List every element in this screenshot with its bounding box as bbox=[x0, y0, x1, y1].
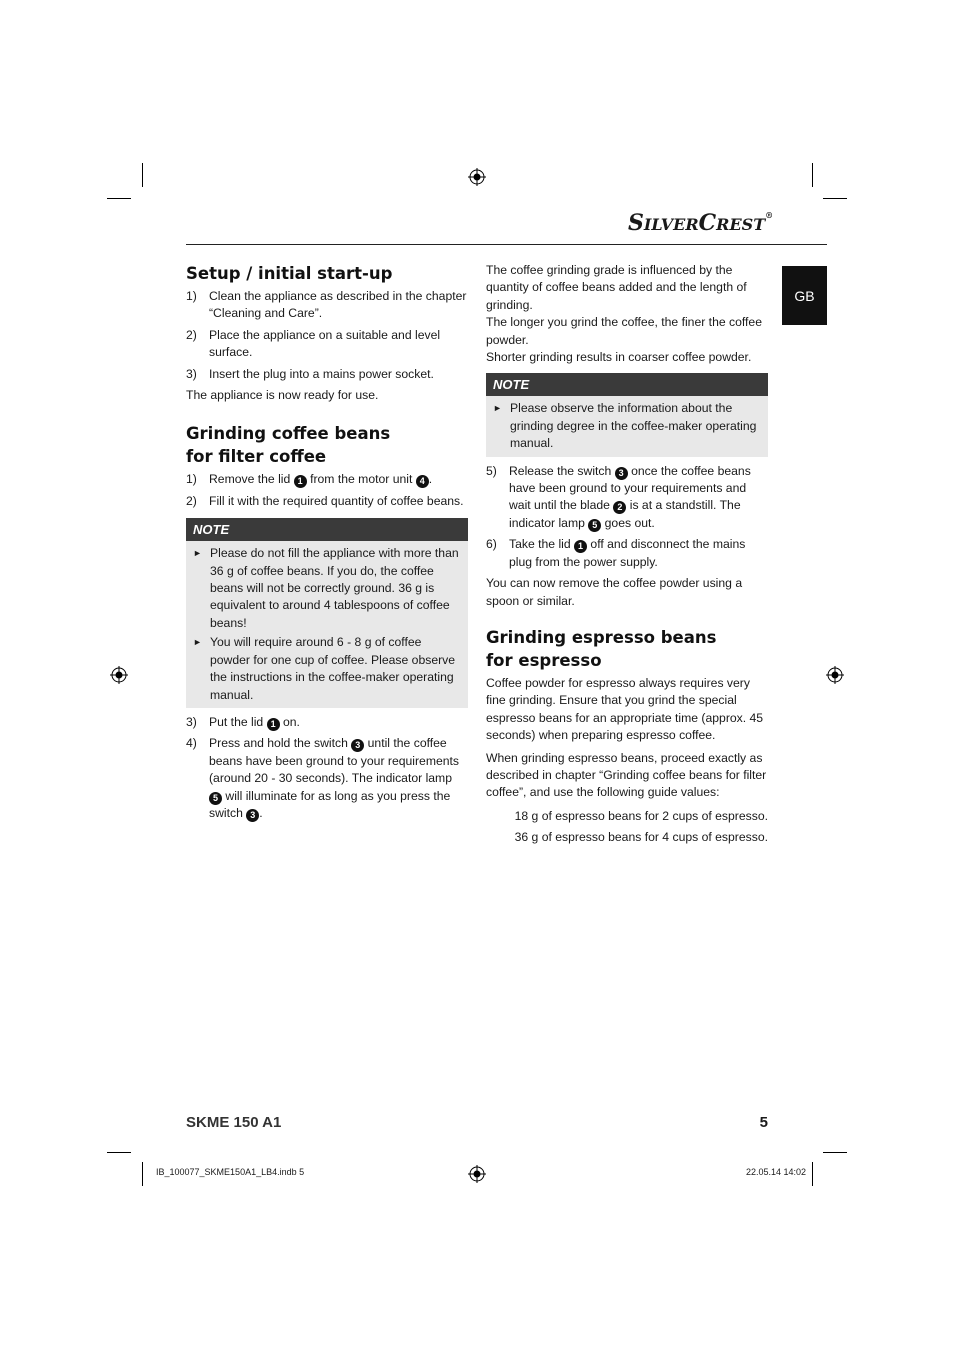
list-item: 3) Put the lid 1 on. bbox=[186, 714, 300, 729]
crop-mark bbox=[107, 1152, 131, 1153]
crop-mark bbox=[823, 1152, 847, 1153]
language-tab: GB bbox=[782, 266, 827, 325]
espresso-paragraph: When grinding espresso beans, proceed exactly as described in chapter “Grinding coffee beans for filter coffee”, and use the following guide values: bbox=[486, 750, 767, 800]
filter-coffee-heading: Grinding coffee beans for filter coffee bbox=[186, 424, 391, 467]
list-item: 1) Clean the appliance as described in the chapter “Cleaning and Care”. bbox=[186, 289, 467, 321]
part-number-badge: 1 bbox=[294, 475, 307, 488]
page-number: 5 bbox=[759, 1114, 768, 1131]
intro-text: Shorter grinding results in coarser coffee powder. bbox=[486, 350, 752, 365]
registration-mark-icon bbox=[468, 1165, 486, 1183]
note-title: NOTE bbox=[486, 373, 768, 396]
list-item: 1) Remove the lid 1 from the motor unit 4 . bbox=[186, 472, 433, 487]
brand-logo: SILVERCREST® bbox=[628, 210, 774, 236]
crop-mark bbox=[107, 198, 131, 199]
registration-mark-icon bbox=[826, 666, 844, 684]
arrow-icon: ► bbox=[193, 548, 202, 559]
header-divider bbox=[186, 244, 827, 245]
part-number-badge: 3 bbox=[246, 809, 259, 822]
part-number-badge: 5 bbox=[588, 519, 601, 532]
remove-text: You can now remove the coffee powder using a spoon or similar. bbox=[486, 576, 743, 608]
crop-mark bbox=[142, 1162, 143, 1186]
espresso-paragraph: Coffee powder for espresso always requires very fine grinding. Ensure that you grind the special espresso beans for an appropriate time (approx. 45 seconds) when preparing espresso coffee. bbox=[486, 675, 764, 743]
print-slug-date: 22.05.14 14:02 bbox=[745, 1167, 806, 1177]
part-number-badge: 3 bbox=[351, 739, 364, 752]
list-item: 5) Release the switch 3 once the coffee beans have been ground to your requirements and wait until the blade 2 is at a standstill. The indicator lamp 5 goes out. bbox=[486, 463, 751, 530]
list-item: 2) Fill it with the required quantity of coffee beans. bbox=[186, 493, 464, 508]
right-column bbox=[486, 262, 768, 851]
list-item: 6) Take the lid 1 off and disconnect the mains plug from the power supply. bbox=[486, 537, 746, 569]
note-item: ► Please observe the information about the grinding degree in the coffee-maker operating manual. bbox=[493, 400, 763, 452]
part-number-badge: 5 bbox=[209, 792, 222, 805]
guide-value: 36 g of espresso beans for 4 cups of espresso. bbox=[514, 830, 768, 845]
registration-mark-icon bbox=[110, 666, 128, 684]
arrow-icon: ► bbox=[193, 637, 202, 648]
espresso-heading: Grinding espresso beans for espresso bbox=[486, 627, 717, 670]
model-number: SKME 150 A1 bbox=[186, 1114, 282, 1131]
part-number-badge: 4 bbox=[416, 475, 429, 488]
registration-mark-icon bbox=[468, 168, 486, 186]
left-column bbox=[186, 262, 468, 826]
crop-mark bbox=[812, 1162, 813, 1186]
setup-heading: Setup / initial start-up bbox=[186, 264, 393, 283]
crop-mark bbox=[823, 198, 847, 199]
guide-values bbox=[486, 808, 768, 847]
list-item: 4) Press and hold the switch 3 until the coffee beans have been ground to your requirements (around 20 - 30 seconds). The indicator lamp 5 will illuminate for as long as you press the switch 3 . bbox=[186, 736, 460, 820]
note-box bbox=[186, 518, 468, 708]
part-number-badge: 1 bbox=[267, 718, 280, 731]
crop-mark bbox=[812, 163, 813, 187]
part-number-badge: 1 bbox=[574, 540, 587, 553]
note-item: ► Please do not fill the appliance with more than 36 g of coffee beans. If you do, the coffee beans will not be correctly ground. 36 g is equivalent to around 4 tablespoons of coffee beans! bbox=[193, 545, 463, 632]
ready-text: The appliance is now ready for use. bbox=[186, 388, 379, 403]
note-title: NOTE bbox=[186, 518, 468, 541]
intro-text: The longer you grind the coffee, the finer the coffee powder. bbox=[486, 315, 762, 347]
intro-text: The coffee grinding grade is influenced by the quantity of coffee beans added and the length of grinding. bbox=[486, 263, 747, 312]
note-item: ► You will require around 6 - 8 g of coffee powder for one cup of coffee. Please observe the instructions in the coffee-maker operating manual. bbox=[193, 634, 463, 704]
list-item: 2) Place the appliance on a suitable and level surface. bbox=[186, 327, 441, 360]
arrow-icon: ► bbox=[493, 403, 502, 414]
print-slug-file: IB_100077_SKME150A1_LB4.indb 5 bbox=[156, 1167, 305, 1177]
note-box bbox=[486, 373, 768, 456]
part-number-badge: 3 bbox=[615, 467, 628, 480]
part-number-badge: 2 bbox=[613, 501, 626, 514]
guide-value: 18 g of espresso beans for 2 cups of espresso. bbox=[514, 808, 768, 823]
list-item: 3) Insert the plug into a mains power socket. bbox=[186, 366, 434, 381]
crop-mark bbox=[142, 163, 143, 187]
